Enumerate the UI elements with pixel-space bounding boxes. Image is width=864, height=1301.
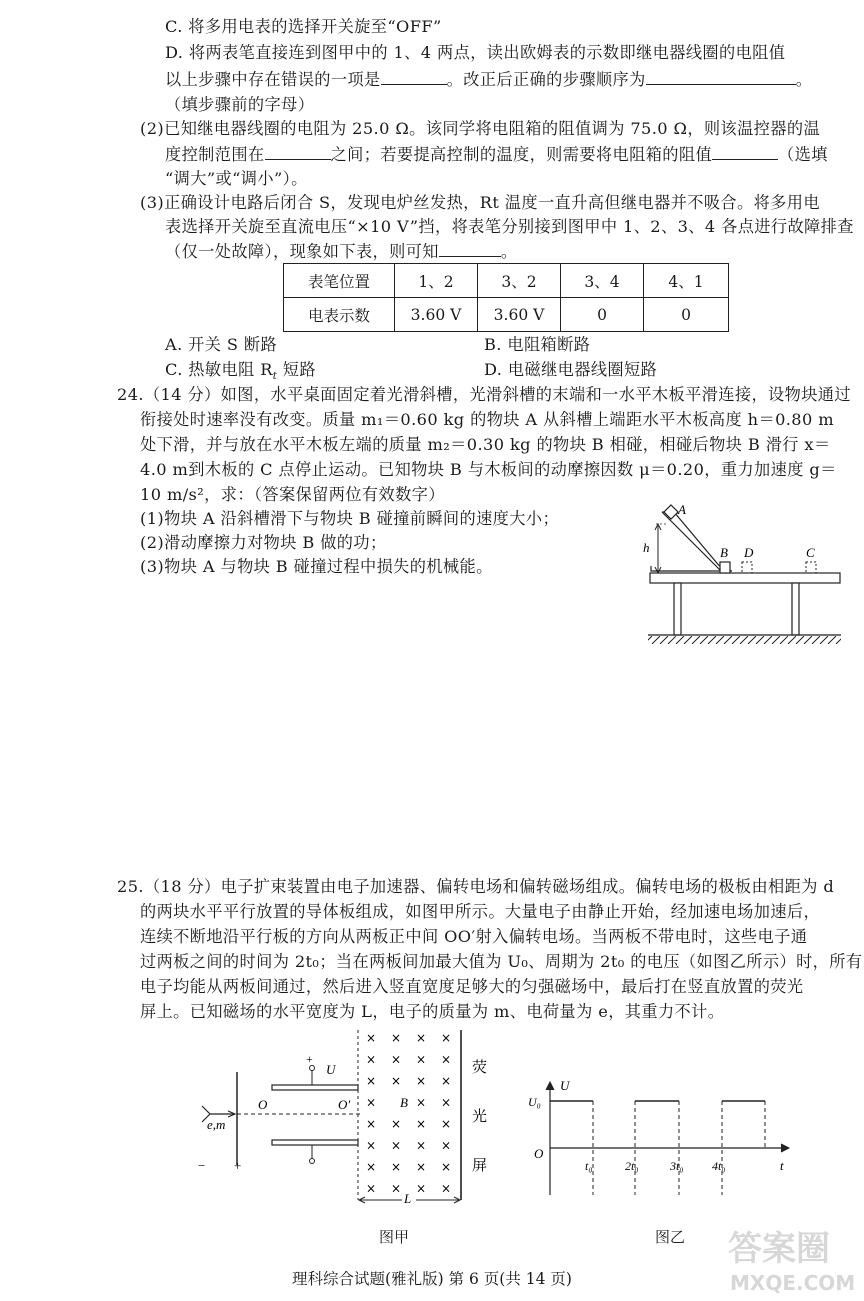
field-cross-icon: × (390, 1138, 402, 1153)
page-footer: 理科综合试题(雅礼版) 第 6 页(共 14 页) (292, 1270, 572, 1288)
block-b (720, 562, 730, 573)
label-h: h (643, 540, 650, 555)
q25-line4: 过两板之间的时间为 2t₀；当在两板间加最大值为 U₀、周期为 2t₀ 的电压（如图乙所示）时，所有 (140, 952, 863, 971)
q24-line4: 4.0 m到木板的 C 点停止运动。已知物块 B 与木板间的动摩擦因数 μ＝0.20，重力加速度 g＝ (140, 460, 837, 479)
field-cross-icon: × (440, 1074, 452, 1088)
option-b: B. 电阻箱断路 (484, 335, 591, 354)
field-cross-icon: × (440, 1052, 452, 1067)
q23-part3-line2: 表选择开关旋至直流电压“×10 V”挡，将表笔分别接到图甲中 1、2、3、4 各点进行故障排查 (165, 217, 854, 236)
label-o-prime: O′ (338, 1097, 351, 1112)
table-cell: 3.60 V (395, 298, 478, 332)
deflection-plate-bottom (272, 1140, 358, 1145)
table-cell: 表笔位置 (284, 264, 395, 298)
q25-line2: 的两块水平平行放置的导体板组成，如图甲所示。大量电子由静止开始，经加速电场加速后， (140, 902, 821, 921)
field-cross-icon: × (415, 1095, 427, 1110)
step-order-text: 。改正后正确的步骤顺序为 (446, 70, 646, 89)
arrow-icon (781, 1144, 789, 1152)
step-error-line: 以上步骤中存在错误的一项是 。改正后正确的步骤顺序为 。 (165, 70, 813, 89)
field-cross-icon: × (415, 1117, 427, 1131)
table-cell: 1、2 (395, 264, 478, 298)
label-u0: U₀ (528, 1095, 541, 1109)
field-cross-icon: × (365, 1031, 377, 1045)
device-figure (190, 1030, 510, 1210)
field-cross-icon: × (415, 1160, 427, 1174)
table-cell: 3、4 (561, 264, 644, 298)
table-cell: 电表示数 (284, 298, 395, 332)
field-cross-icon: × (365, 1181, 377, 1196)
label-plus-bottom: + (234, 1158, 242, 1173)
arrow-icon (546, 1082, 554, 1090)
q23-part3-line3: （仅一处故障），现象如下表，则可知 。 (165, 242, 518, 261)
label-c: C (806, 545, 815, 560)
q24-sub2: (2)滑动摩擦力对物块 B 做的功； (140, 533, 387, 552)
field-cross-icon: × (415, 1138, 427, 1153)
ground-hatch (648, 636, 841, 644)
position-c (806, 562, 816, 573)
figure-caption-a: 图甲 (379, 1228, 410, 1246)
field-cross-icon: × (390, 1181, 402, 1196)
terminal-top (310, 1066, 315, 1071)
screen-char-3: 屏 (472, 1156, 488, 1174)
magnetic-field-crosses (366, 1031, 451, 1196)
label-minus: − (198, 1158, 206, 1173)
screen-char-1: 荧 (472, 1058, 488, 1076)
label-d: D (744, 545, 754, 560)
answer-blank (381, 68, 447, 85)
tick-t0: t₀ (585, 1159, 593, 1173)
field-cross-icon: × (415, 1052, 427, 1067)
step-error-text: 以上步骤中存在错误的一项是 (165, 70, 381, 89)
label-em: e,m (207, 1117, 226, 1132)
label-l: L (404, 1191, 412, 1206)
q25-line6: 屏上。已知磁场的水平宽度为 L，电子的质量为 m、电荷量为 e，其重力不计。 (140, 1002, 725, 1021)
label-plus-top: + (306, 1052, 313, 1066)
field-cross-icon: × (440, 1031, 452, 1045)
screen-char-2: 光 (472, 1107, 488, 1125)
answer-blank (646, 68, 796, 85)
position-d (742, 562, 752, 573)
incline-table-figure (636, 500, 846, 655)
q25-line3: 连续不断地沿平行板的方向从两板正中间 OO′射入偏转电场。当两板不带电时，这些电子通 (140, 927, 808, 946)
field-cross-icon: × (440, 1160, 452, 1174)
q24-line1: 24.（14 分）如图，水平桌面固定着光滑斜槽，光滑斜槽的末端和一水平木板平滑连接，设物块通过 (117, 385, 851, 404)
voltage-graph (525, 1080, 795, 1200)
field-cross-icon: × (390, 1031, 402, 1045)
deflection-plate-top (272, 1085, 358, 1090)
label-o: O (258, 1097, 268, 1112)
option-d: D. 电磁继电器线圈短路 (484, 360, 658, 379)
fault-table (283, 263, 729, 332)
table-leg-right (792, 583, 799, 635)
field-cross-icon: × (390, 1160, 402, 1174)
field-cross-icon: × (365, 1095, 377, 1110)
label-b: B (720, 545, 728, 560)
field-cross-icon: × (440, 1095, 452, 1110)
watermark-bottom-text: MXQE.COM (730, 1271, 856, 1295)
field-cross-icon: × (415, 1074, 427, 1088)
table-cell: 3.60 V (478, 298, 561, 332)
field-cross-icon: × (365, 1160, 377, 1174)
field-cross-icon: × (365, 1074, 377, 1088)
table-leg-left (674, 583, 681, 635)
field-cross-icon: × (365, 1138, 377, 1153)
q25-line5: 电子均能从两板间通过，然后进入竖直宽度足够大的匀强磁场中，最后打在竖直放置的荧光 (140, 977, 804, 996)
label-a: A (678, 502, 686, 517)
answer-blank (265, 143, 331, 160)
step-c: C. 将多用电表的选择开关旋至“OFF” (165, 17, 442, 36)
tick-2t0: 2t₀ (625, 1159, 639, 1173)
field-cross-icon: × (390, 1052, 402, 1067)
step-note: （填步骤前的字母） (165, 95, 315, 114)
q23-part2-line3: “调大”或“调小”）。 (165, 169, 308, 188)
table-row (284, 298, 729, 332)
option-c: C. 热敏电阻 $R_t$ 短路 (165, 360, 316, 383)
field-cross-icon: × (415, 1181, 427, 1196)
option-a: A. 开关 S 断路 (165, 335, 278, 354)
q23-part2-line1: (2)已知继电器线圈的电阻为 25.0 Ω。该同学将电阻箱的阻值调为 75.0 Ω，则该温控器的温 (140, 119, 821, 138)
slope-surface (662, 512, 720, 570)
q24-line5: 10 m/s²，求：（答案保留两位有效数字） (140, 485, 445, 504)
q24-sub3: (3)物块 A 与物块 B 碰撞过程中损失的机械能。 (140, 557, 493, 576)
terminal-bottom (310, 1159, 315, 1164)
answer-blank (439, 240, 501, 257)
field-cross-icon: × (415, 1031, 427, 1045)
field-cross-icon: × (440, 1181, 452, 1196)
step-d: D. 将两表笔直接连到图甲中的 1、4 两点，读出欧姆表的示数即继电器线圈的电阻值 (165, 43, 786, 62)
block-a (664, 505, 678, 519)
table-cell: 0 (644, 298, 729, 332)
table-cell: 4、1 (644, 264, 729, 298)
q24-line2: 衔接处时速率没有改变。质量 m₁＝0.60 kg 的物块 A 从斜槽上端距水平木板高度 h＝0.80 m (140, 410, 835, 429)
field-cross-icon: × (390, 1074, 402, 1088)
field-cross-icon: × (365, 1052, 377, 1067)
table-row (284, 264, 729, 298)
table-cell: 0 (561, 298, 644, 332)
figure-caption-b: 图乙 (655, 1228, 686, 1246)
table-top (650, 573, 840, 583)
label-t-axis: t (780, 1158, 784, 1173)
answer-blank (712, 143, 778, 160)
label-u: U (326, 1062, 336, 1077)
label-origin: O (534, 1146, 544, 1161)
watermark-logo (720, 1214, 860, 1298)
label-u-axis: U (560, 1080, 570, 1093)
field-cross-icon: × (440, 1138, 452, 1153)
watermark-top-text: 答案圈 (728, 1229, 830, 1269)
field-cross-icon: × (440, 1117, 452, 1131)
tick-3t0: 3t₀ (670, 1159, 684, 1173)
q23-part2-line2: 度控制范围在 之间；若要提高控制的温度，则需要将电阻箱的阻值 （选填 (165, 145, 828, 164)
field-cross-icon: × (365, 1117, 377, 1131)
table-cell: 3、2 (478, 264, 561, 298)
label-b: B (400, 1095, 408, 1110)
q24-line3: 处下滑，并与放在水平木板左端的质量 m₂＝0.30 kg 的物块 B 相碰，相碰后物块 B 滑行 x＝ (140, 435, 831, 454)
q23-part3-line1: (3)正确设计电路后闭合 S，发现电炉丝发热，Rt 温度一直升高但继电器并不吸合。将多用电 (140, 193, 820, 212)
field-cross-icon: × (390, 1117, 402, 1131)
q25-line1: 25.（18 分）电子扩束装置由电子加速器、偏转电场和偏转磁场组成。偏转电场的极板由相距为 d (117, 877, 835, 896)
tick-4t0: 4t₀ (712, 1159, 726, 1173)
q24-sub1: (1)物块 A 沿斜槽滑下与物块 B 碰撞前瞬间的速度大小； (140, 509, 560, 528)
